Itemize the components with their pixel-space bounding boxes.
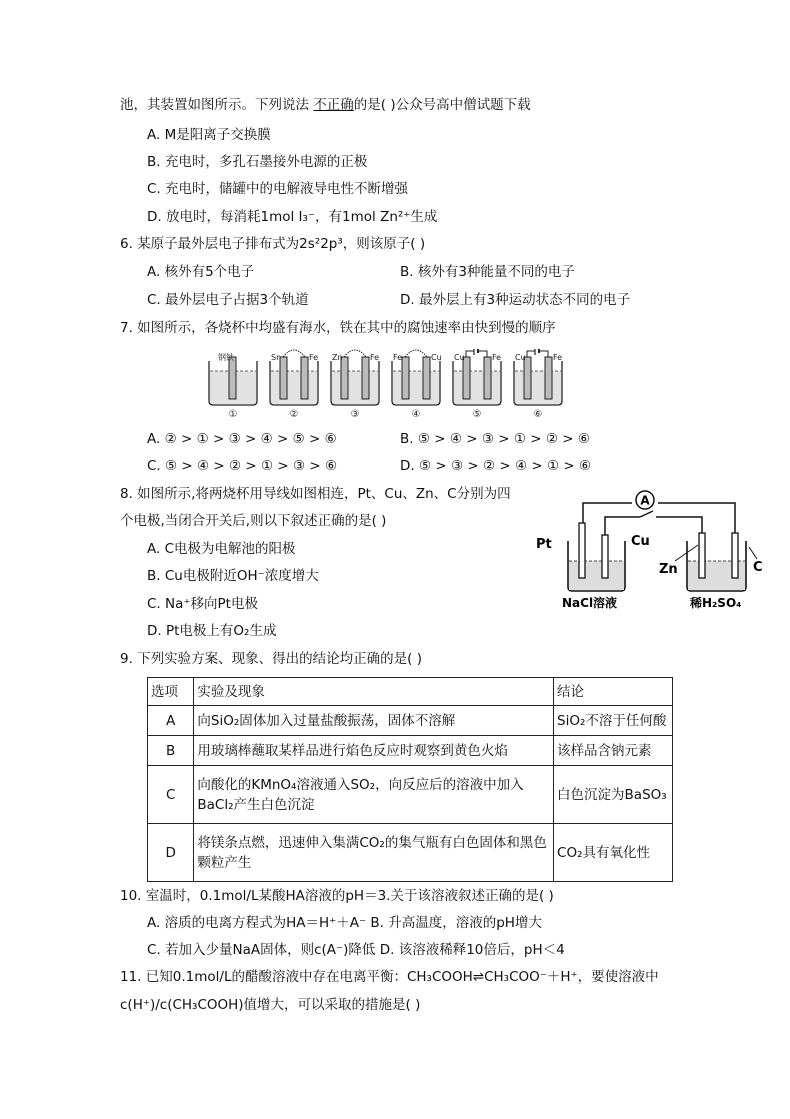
q11-stem-line2: c(H⁺)/c(CH₃COOH)值增大，可以采取的措施是( ) xyxy=(120,997,421,1013)
q5-option-a[interactable]: A. M是阳离子交换膜 xyxy=(147,127,271,143)
q7-stem: 7. 如图所示，各烧杯中均盛有海水，铁在其中的腐蚀速率由快到慢的顺序 xyxy=(120,320,556,336)
table-cell-option: B xyxy=(148,736,194,766)
beaker-number: ③ xyxy=(350,409,360,420)
q8-label-pt: Pt xyxy=(536,537,552,552)
beaker-2 xyxy=(270,350,318,420)
q7-beakers-figure xyxy=(205,349,585,424)
beaker-label: Fe xyxy=(309,353,319,362)
table-cell-experiment: 向酸化的KMnO₄溶液通入SO₂，向反应后的溶液中加入BaCl₂产生白色沉淀 xyxy=(194,766,554,824)
table-header: 实验及现象 xyxy=(194,678,554,706)
q8-option-a[interactable]: A. C电极为电解池的阳极 xyxy=(147,541,296,557)
q5-option-d[interactable]: D. 放电时，每消耗1mol I₃⁻，有1mol Zn²⁺生成 xyxy=(147,209,438,225)
q8-option-c[interactable]: C. Na⁺移向Pt电极 xyxy=(147,596,258,612)
table-row xyxy=(148,736,673,766)
q6-stem: 6. 某原子最外层电子排布式为2s²2p³，则该原子( ) xyxy=(120,236,426,252)
beaker-number: ① xyxy=(228,409,238,420)
beaker-label: Fe xyxy=(553,353,563,362)
table-cell-option: A xyxy=(148,706,194,736)
beaker-label: Cu xyxy=(454,353,465,362)
table-cell-conclusion: CO₂具有氧化性 xyxy=(554,824,673,882)
q8-label-cu: Cu xyxy=(631,534,650,549)
beaker-label: Cu xyxy=(515,353,526,362)
table-row xyxy=(148,824,673,882)
beaker-number: ⑤ xyxy=(472,409,482,420)
beaker-4 xyxy=(392,350,442,420)
table-cell-conclusion: SiO₂不溶于任何酸 xyxy=(554,706,673,736)
beaker-1 xyxy=(209,352,257,420)
beaker-label: Zn xyxy=(332,353,343,362)
q8-label-zn: Zn xyxy=(659,562,678,577)
beaker-number: ⑥ xyxy=(533,409,543,420)
q6-option-d[interactable]: D. 最外层上有3种运动状态不同的电子 xyxy=(400,292,631,308)
beaker-label: Fe xyxy=(492,353,502,362)
svg-text:A: A xyxy=(640,493,650,508)
q8-option-d[interactable]: D. Pt电极上有O₂生成 xyxy=(147,623,277,639)
q8-label-nacl: NaCl溶液 xyxy=(562,596,618,610)
q10-options-ab[interactable]: A. 溶质的电离方程式为HA＝H⁺＋A⁻ B. 升高温度，溶液的pH增大 xyxy=(147,915,542,931)
beaker-number: ④ xyxy=(411,409,421,420)
table-cell-experiment: 将镁条点燃，迅速伸入集满CO₂的集气瓶有白色固体和黑色颗粒产生 xyxy=(194,824,554,882)
table-row xyxy=(148,766,673,824)
q8-stem-line1: 8. 如图所示,将两烧杯用导线如图相连，Pt、Cu、Zn、C分别为四 xyxy=(120,486,511,502)
q8-option-b[interactable]: B. Cu电极附近OH⁻浓度增大 xyxy=(147,568,319,584)
q10-options-cd[interactable]: C. 若加入少量NaA固体，则c(A⁻)降低 D. 该溶液稀释10倍后，pH＜4 xyxy=(147,942,565,958)
table-cell-conclusion: 白色沉淀为BaSO₃ xyxy=(554,766,673,824)
beaker-6 xyxy=(514,349,562,420)
q7-option-b[interactable]: B. ⑤ > ④ > ③ > ① > ② > ⑥ xyxy=(400,431,590,447)
table-header: 结论 xyxy=(554,678,673,706)
q8-label-h2so4: 稀H₂SO₄ xyxy=(690,596,742,610)
q8-stem-line2: 个电极,当闭合开关后,则以下叙述正确的是( ) xyxy=(120,513,387,529)
table-header: 选项 xyxy=(148,678,194,706)
table-cell-experiment: 用玻璃棒蘸取某样品进行焰色反应时观察到黄色火焰 xyxy=(194,736,554,766)
q6-option-a[interactable]: A. 核外有5个电子 xyxy=(147,264,255,280)
beaker-3 xyxy=(331,350,379,420)
beaker-label: Sn xyxy=(271,353,282,362)
q9-stem: 9. 下列实验方案、现象、得出的结论均正确的是( ) xyxy=(120,651,422,667)
q11-stem-line1: 11. 已知0.1mol/L的醋酸溶液中存在电离平衡：CH₃COOH⇌CH₃COO⁻＋H⁺，要使溶液中 xyxy=(120,969,659,985)
q6-option-c[interactable]: C. 最外层电子占据3个轨道 xyxy=(147,292,309,308)
q5-stem: 池，其装置如图所示。下列说法 不正确的是( )公众号高中僧试题下载 xyxy=(120,97,531,113)
q8-label-c: C xyxy=(753,560,763,575)
beaker-label: Fe xyxy=(370,353,380,362)
beaker-label: Fe xyxy=(393,353,403,362)
beaker-number: ② xyxy=(289,409,299,420)
table-cell-option: C xyxy=(148,766,194,824)
table-cell-conclusion: 该样品含钠元素 xyxy=(554,736,673,766)
q7-option-c[interactable]: C. ⑤ > ④ > ② > ① > ③ > ⑥ xyxy=(147,458,338,474)
q6-option-b[interactable]: B. 核外有3种能量不同的电子 xyxy=(400,264,575,280)
q10-stem: 10. 室温时，0.1mol/L某酸HA溶液的pH＝3.关于该溶液叙述正确的是( ) xyxy=(120,888,554,904)
beaker-label: Cu xyxy=(431,353,442,362)
q8-circuit-figure xyxy=(535,483,775,613)
table-row xyxy=(148,706,673,736)
table-cell-experiment: 向SiO₂固体加入过量盐酸振荡，固体不溶解 xyxy=(194,706,554,736)
beaker-label: 钢铁 xyxy=(218,353,234,362)
q5-underlined: 不正确 xyxy=(313,97,354,113)
table-header-row xyxy=(148,678,673,706)
table-cell-option: D xyxy=(148,824,194,882)
q5-option-b[interactable]: B. 充电时，多孔石墨接外电源的正极 xyxy=(147,154,368,170)
q7-option-d[interactable]: D. ⑤ > ③ > ② > ④ > ① > ⑥ xyxy=(400,458,592,474)
beaker-5 xyxy=(453,349,501,420)
q9-table xyxy=(147,677,673,882)
q7-option-a[interactable]: A. ② > ① > ③ > ④ > ⑤ > ⑥ xyxy=(147,431,337,447)
q5-option-c[interactable]: C. 充电时，储罐中的电解液导电性不断增强 xyxy=(147,181,409,197)
